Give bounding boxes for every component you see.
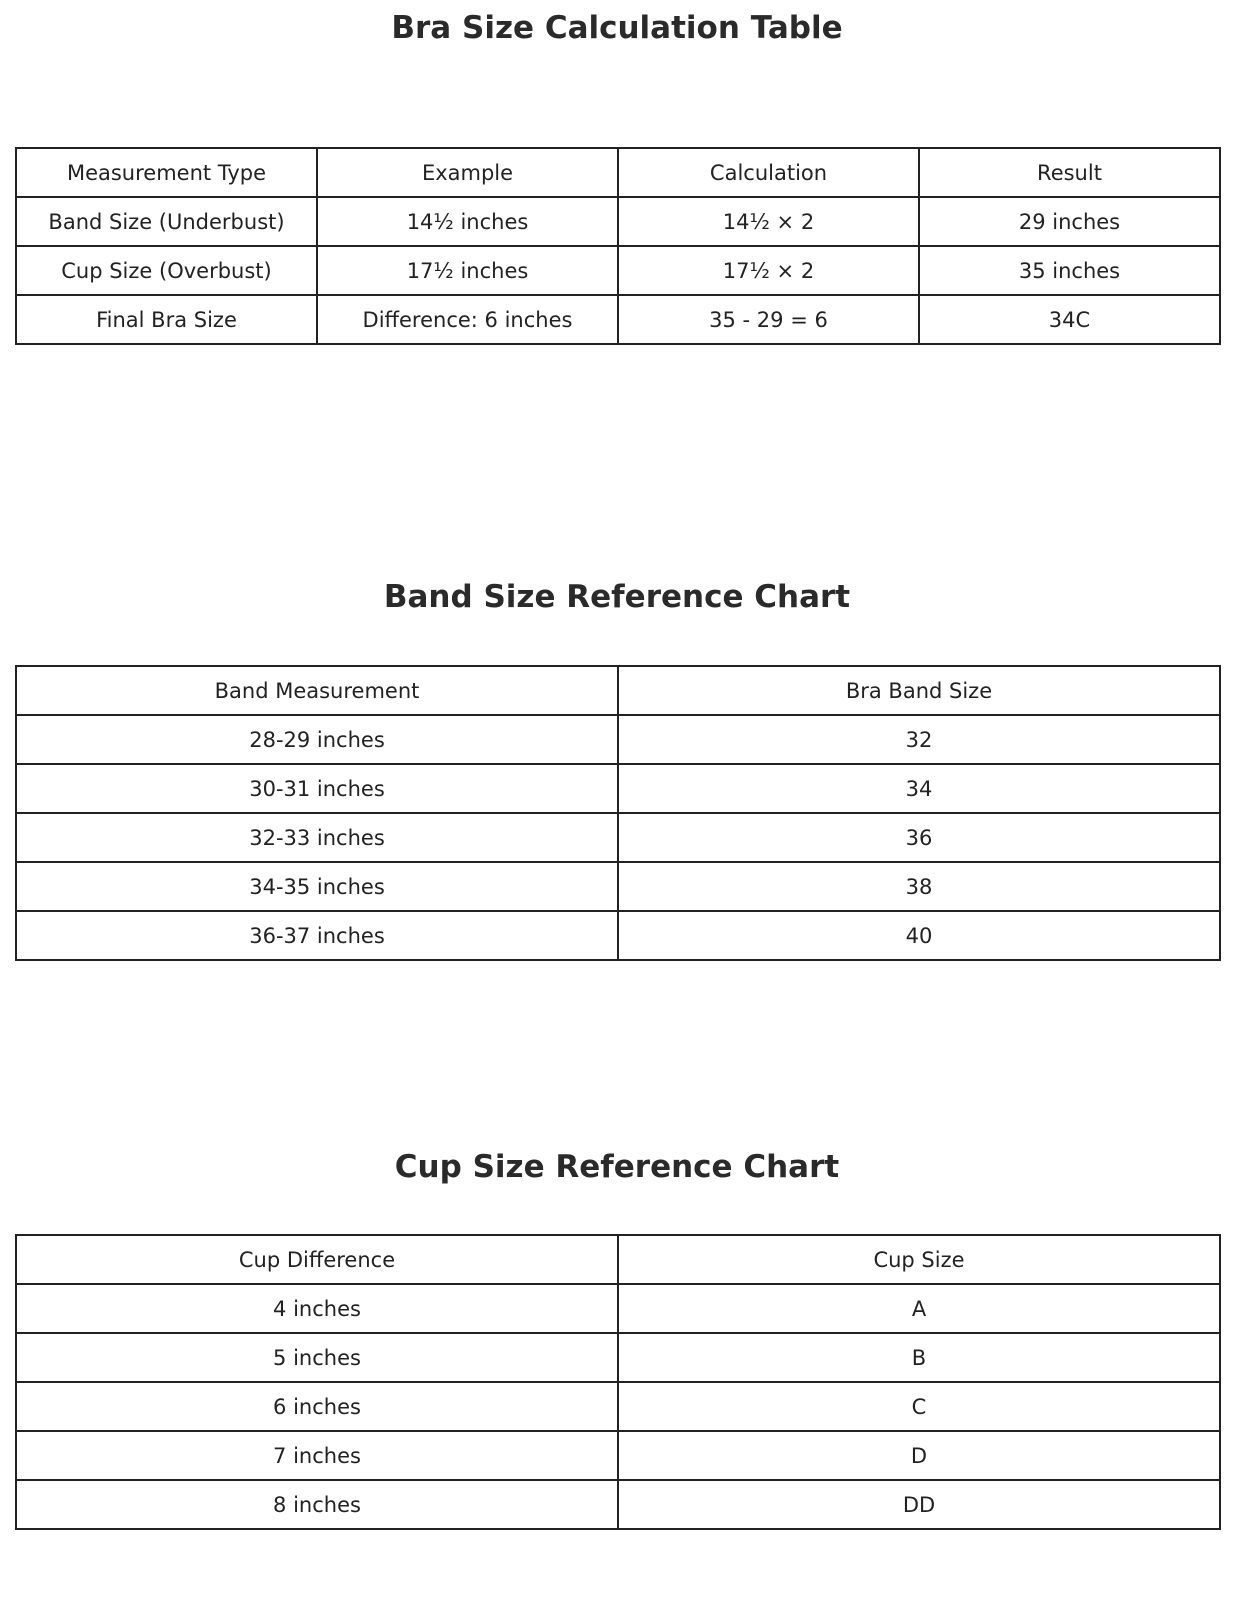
table-row bbox=[16, 295, 1220, 344]
cup-chart-title: Cup Size Reference Chart bbox=[394, 1149, 840, 1185]
table-cell: 17½ inches bbox=[317, 246, 618, 295]
table-cell: 36-37 inches bbox=[16, 911, 618, 960]
table-cell: 38 bbox=[618, 862, 1220, 911]
table-cell: 35 - 29 = 6 bbox=[618, 295, 919, 344]
table-cell: 30-31 inches bbox=[16, 764, 618, 813]
table-cell: 36 bbox=[618, 813, 1220, 862]
table-row bbox=[16, 1333, 1220, 1382]
table-cell: C bbox=[618, 1382, 1220, 1431]
table-cell: D bbox=[618, 1431, 1220, 1480]
table-row bbox=[16, 246, 1220, 295]
table-cell: 34C bbox=[919, 295, 1220, 344]
table-cell: 32 bbox=[618, 715, 1220, 764]
table-header-row bbox=[16, 1235, 1220, 1284]
table-cell: 6 inches bbox=[16, 1382, 618, 1431]
header-cell: Cup Difference bbox=[16, 1235, 618, 1284]
table-cell: Difference: 6 inches bbox=[317, 295, 618, 344]
table-cell: Cup Size (Overbust) bbox=[16, 246, 317, 295]
header-cell: Example bbox=[317, 148, 618, 197]
band-chart-title: Band Size Reference Chart bbox=[383, 579, 851, 615]
table-cell: B bbox=[618, 1333, 1220, 1382]
header-cell: Bra Band Size bbox=[618, 666, 1220, 715]
table-row bbox=[16, 1480, 1220, 1529]
table-cell: 35 inches bbox=[919, 246, 1220, 295]
table-row bbox=[16, 197, 1220, 246]
table-cell: 14½ × 2 bbox=[618, 197, 919, 246]
table-row bbox=[16, 764, 1220, 813]
table-cell: 32-33 inches bbox=[16, 813, 618, 862]
table-cell: 14½ inches bbox=[317, 197, 618, 246]
band-size-table bbox=[15, 665, 1221, 961]
header-cell: Cup Size bbox=[618, 1235, 1220, 1284]
table-header-row bbox=[16, 666, 1220, 715]
table-cell: 29 inches bbox=[919, 197, 1220, 246]
table-row bbox=[16, 715, 1220, 764]
table-cell: 4 inches bbox=[16, 1284, 618, 1333]
header-cell: Band Measurement bbox=[16, 666, 618, 715]
table-row bbox=[16, 1431, 1220, 1480]
table-row bbox=[16, 862, 1220, 911]
table-cell: 34-35 inches bbox=[16, 862, 618, 911]
header-cell: Measurement Type bbox=[16, 148, 317, 197]
table-cell: 17½ × 2 bbox=[618, 246, 919, 295]
cup-size-table bbox=[15, 1234, 1221, 1530]
table-row bbox=[16, 1382, 1220, 1431]
table-row bbox=[16, 911, 1220, 960]
table-cell: 34 bbox=[618, 764, 1220, 813]
table-cell: Final Bra Size bbox=[16, 295, 317, 344]
table-cell: 8 inches bbox=[16, 1480, 618, 1529]
table-cell: 28-29 inches bbox=[16, 715, 618, 764]
table-cell: A bbox=[618, 1284, 1220, 1333]
table-cell: Band Size (Underbust) bbox=[16, 197, 317, 246]
header-cell: Result bbox=[919, 148, 1220, 197]
calculation-table bbox=[15, 147, 1221, 345]
table-cell: DD bbox=[618, 1480, 1220, 1529]
calculation-table-title: Bra Size Calculation Table bbox=[391, 10, 843, 46]
table-cell: 5 inches bbox=[16, 1333, 618, 1382]
table-row bbox=[16, 813, 1220, 862]
table-cell: 40 bbox=[618, 911, 1220, 960]
table-header-row bbox=[16, 148, 1220, 197]
header-cell: Calculation bbox=[618, 148, 919, 197]
table-row bbox=[16, 1284, 1220, 1333]
table-cell: 7 inches bbox=[16, 1431, 618, 1480]
